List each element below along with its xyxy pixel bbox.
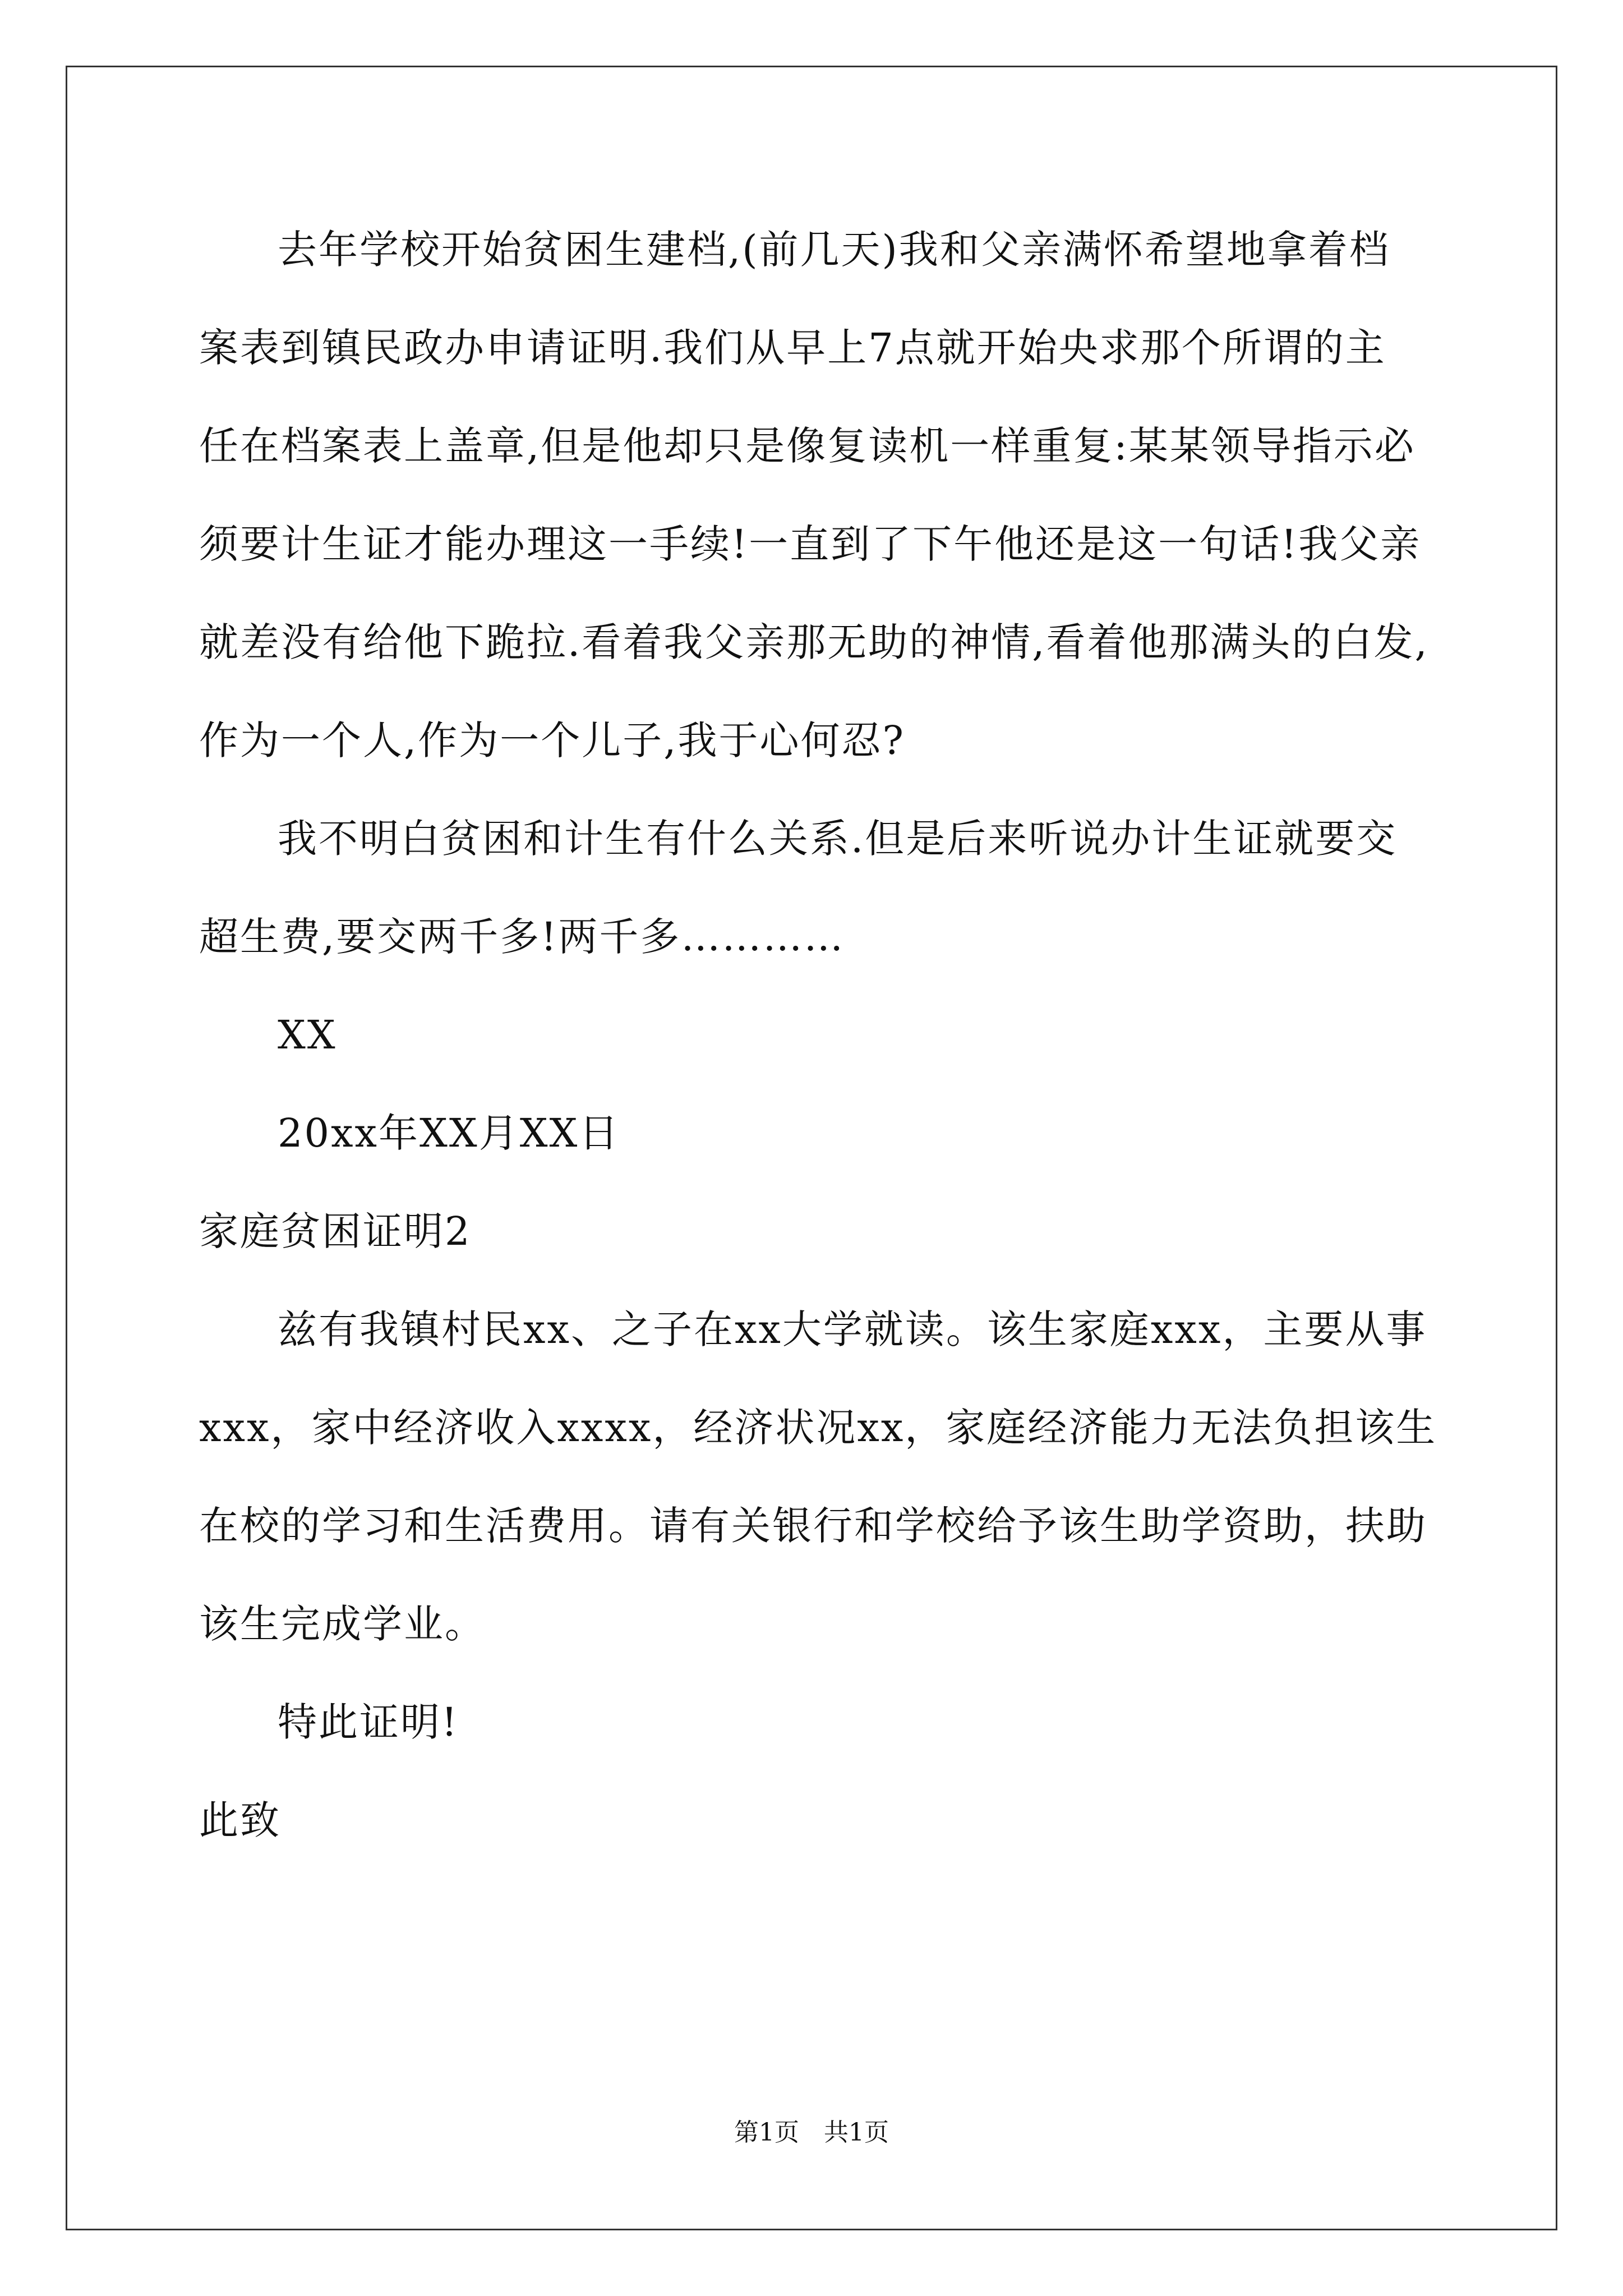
signature-name: XX — [278, 1012, 337, 1058]
closing-salutation: 此致 — [199, 1797, 281, 1843]
paragraph-1-line-4: 须要计生证才能办理这一手续!一直到了下午他还是这一句话!我父亲 — [199, 521, 1422, 567]
paragraph-3-line-4: 该生完成学业。 — [199, 1601, 486, 1647]
paragraph-1-line-3: 任在档案表上盖章,但是他却只是像复读机一样重复:某某领导指示必 — [199, 423, 1415, 469]
paragraph-2-line-1: 我不明白贫困和计生有什么关系.但是后来听说办计生证就要交 — [278, 816, 1398, 862]
paragraph-3-line-1: 兹有我镇村民xx、之子在xx大学就读。该生家庭xxx，主要从事 — [278, 1306, 1427, 1352]
paragraph-3-line-3: 在校的学习和生活费用。请有关银行和学校给予该生助学资助，扶助 — [199, 1503, 1427, 1549]
signature-date: 20xx年XX月XX日 — [278, 1110, 620, 1156]
paragraph-1-line-6: 作为一个人,作为一个儿子,我于心何忍? — [199, 717, 906, 763]
paragraph-1-line-5: 就差没有给他下跪拉.看着我父亲那无助的神情,看着他那满头的白发, — [199, 619, 1429, 665]
paragraph-2-line-2: 超生费,要交两千多!两千多………… — [199, 914, 845, 960]
section-title: 家庭贫困证明2 — [199, 1208, 472, 1254]
paragraph-1-line-1: 去年学校开始贫困生建档,(前几天)我和父亲满怀希望地拿着档 — [278, 227, 1390, 273]
paragraph-1-line-2: 案表到镇民政办申请证明.我们从早上7点就开始央求那个所谓的主 — [199, 325, 1386, 371]
paragraph-3-line-2: xxx，家中经济收入xxxx，经济状况xx，家庭经济能力无法负担该生 — [199, 1405, 1437, 1451]
page-footer: 第1页 共1页 — [734, 2118, 889, 2147]
certification-statement: 特此证明! — [278, 1699, 459, 1745]
